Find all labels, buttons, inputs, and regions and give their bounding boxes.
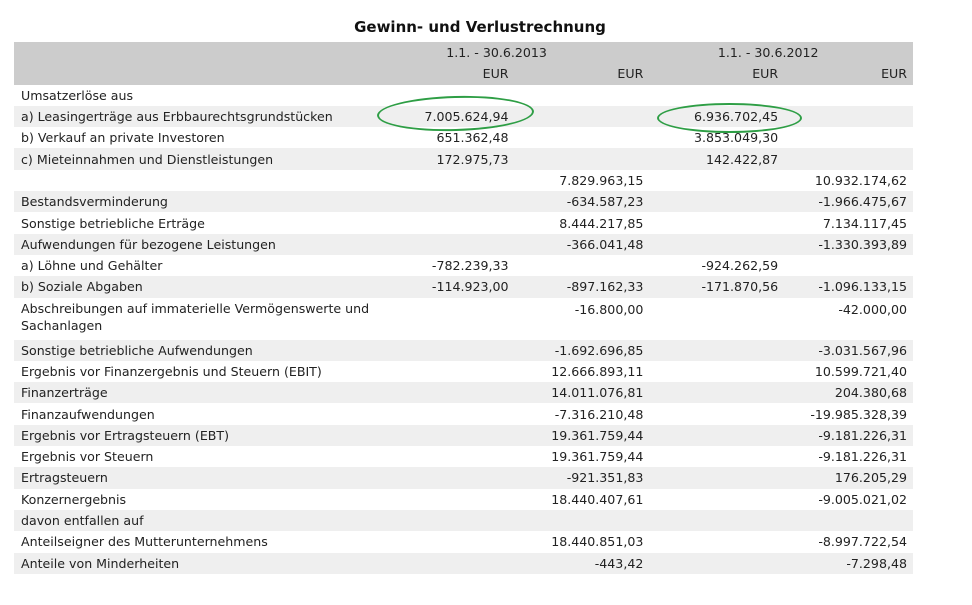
value-2012-total: -8.997.722,54: [818, 534, 907, 550]
row-label: Ergebnis vor Finanzergebnis und Steuern (EBIT): [21, 364, 322, 379]
value-2013-detail: 172.975,73: [436, 151, 509, 167]
row-label: b) Soziale Abgaben: [21, 279, 143, 295]
value-2012-total: 10.932.174,62: [814, 172, 907, 188]
period-label: 1.1. - 30.6.2012: [717, 45, 819, 61]
value-2012-total: -7.298,48: [846, 555, 907, 571]
value-2013-detail: [374, 170, 509, 191]
table-row: [14, 340, 913, 361]
row-label: Anteile von Minderheiten: [21, 555, 180, 571]
row-label: davon entfallen auf: [21, 513, 144, 529]
value-2013-detail: [374, 425, 509, 446]
value-2013-detail: 7.005.624,94: [424, 109, 509, 125]
header-period-row: [14, 42, 913, 63]
table-row: [14, 234, 913, 255]
table-row: [14, 191, 913, 212]
value-2012-detail: 3.853.049,30: [694, 130, 779, 146]
header-currency: EUR: [881, 66, 907, 82]
table-row: [14, 255, 913, 276]
value-2012-detail: [643, 467, 778, 488]
value-2012-detail: [643, 212, 778, 233]
value-2013-total: 18.440.407,61: [551, 491, 644, 507]
table-row: [14, 361, 913, 382]
value-2013-total: 19.361.759,44: [551, 427, 644, 443]
table-row: [14, 446, 913, 467]
value-2013-total: -1.692.696,85: [554, 342, 644, 358]
value-2013-detail: [374, 510, 509, 531]
table-row: [14, 510, 913, 531]
table-row: [14, 148, 913, 169]
value-2013-total: 14.011.076,81: [551, 385, 644, 401]
row-label: Aufwendungen für bezogene Leistungen: [21, 236, 276, 252]
row-label: Sonstige betriebliche Erträge: [21, 215, 205, 231]
value-2012-total: [778, 510, 913, 531]
header-period-2013: [374, 42, 644, 63]
row-label: a) Löhne und Gehälter: [21, 258, 163, 274]
value-2013-total: 7.829.963,15: [559, 172, 644, 188]
value-2013-detail: [374, 361, 509, 382]
value-2013-total: [509, 148, 644, 169]
row-label: Ertragsteuern: [21, 470, 108, 486]
value-2012-detail: 142.422,87: [706, 151, 779, 167]
value-2012-detail: [643, 403, 778, 424]
value-2013-detail: [374, 191, 509, 212]
value-2013-total: -366.041,48: [566, 236, 644, 252]
income-statement-table: [14, 42, 913, 574]
value-2013-total: [509, 255, 644, 276]
row-label: Abschreibungen auf immaterielle Vermögenswerte und Sachanlagen: [21, 300, 370, 333]
row-label: Umsatzerlöse aus: [21, 87, 134, 103]
header-period-2012: [643, 42, 913, 63]
value-2013-detail: -114.923,00: [431, 279, 509, 295]
value-2013-detail: 651.362,48: [436, 130, 509, 146]
value-2013-total: [509, 85, 644, 106]
value-2012-detail: [643, 489, 778, 510]
table-row: [14, 403, 913, 424]
table-row: [14, 127, 913, 148]
value-2013-total: -7.316.210,48: [554, 406, 644, 422]
value-2013-total: 19.361.759,44: [551, 449, 644, 465]
value-2013-detail: [374, 489, 509, 510]
row-label: Sonstige betriebliche Aufwendungen: [21, 342, 253, 358]
value-2013-total: [509, 127, 644, 148]
value-2012-total: [778, 255, 913, 276]
table-row: [14, 382, 913, 403]
value-2013-total: -443,42: [594, 555, 644, 571]
value-2012-total: -9.005.021,02: [818, 491, 907, 507]
value-2012-detail: [643, 170, 778, 191]
value-2012-detail: -171.870,56: [701, 279, 779, 295]
row-label: [14, 170, 374, 191]
value-2013-detail: [374, 85, 509, 106]
value-2013-total: -634.587,23: [566, 194, 644, 210]
value-2012-detail: 6.936.702,45: [694, 109, 779, 125]
header-spacer: [14, 63, 374, 84]
value-2013-total: [509, 510, 644, 531]
value-2012-detail: [643, 298, 778, 340]
header-currency: EUR: [752, 66, 779, 82]
table-row: [14, 212, 913, 233]
table-row: [14, 489, 913, 510]
table-row: [14, 467, 913, 488]
value-2012-total: [778, 85, 913, 106]
value-2012-total: [778, 127, 913, 148]
row-label: Finanzerträge: [21, 385, 108, 401]
header-spacer: [14, 42, 374, 63]
value-2013-detail: [374, 467, 509, 488]
header-currency: EUR: [482, 66, 509, 82]
value-2012-detail: [643, 510, 778, 531]
period-label: 1.1. - 30.6.2013: [446, 45, 547, 61]
value-2012-total: -9.181.226,31: [818, 427, 907, 443]
table-row: [14, 298, 913, 340]
value-2013-total: [509, 106, 644, 127]
value-2013-detail: [374, 403, 509, 424]
value-2012-total: 176.205,29: [834, 470, 907, 486]
value-2012-total: 7.134.117,45: [822, 215, 907, 231]
value-2013-detail: -782.239,33: [431, 258, 509, 274]
value-2012-total: 204.380,68: [834, 385, 907, 401]
value-2012-detail: [643, 191, 778, 212]
value-2012-detail: [643, 553, 778, 574]
row-label: Ergebnis vor Steuern: [21, 449, 154, 465]
value-2012-total: -1.966.475,67: [818, 194, 907, 210]
value-2013-detail: [374, 553, 509, 574]
row-label: Ergebnis vor Ertragsteuern (EBT): [21, 427, 230, 443]
value-2012-total: -19.985.328,39: [810, 406, 907, 422]
table-row: [14, 106, 913, 127]
row-label: Konzernergebnis: [21, 491, 127, 507]
statement-title: Gewinn- und Verlustrechnung: [354, 18, 606, 36]
value-2013-detail: [374, 234, 509, 255]
value-2012-total: -1.330.393,89: [818, 236, 907, 252]
row-label: Anteilseigner des Mutterunternehmens: [21, 534, 268, 550]
value-2012-total: [778, 106, 913, 127]
value-2013-total: 18.440.851,03: [551, 534, 644, 550]
value-2012-detail: [643, 446, 778, 467]
value-2012-total: -1.096.133,15: [818, 279, 907, 295]
table-row: [14, 553, 913, 574]
row-label: Bestandsverminderung: [21, 194, 168, 210]
value-2013-detail: [374, 298, 509, 340]
value-2012-detail: [643, 234, 778, 255]
value-2012-total: [778, 148, 913, 169]
value-2012-detail: [643, 361, 778, 382]
header-currency-row: [14, 63, 913, 84]
table-row: [14, 170, 913, 191]
value-2012-detail: [643, 382, 778, 403]
value-2012-total: -9.181.226,31: [818, 449, 907, 465]
table-row: [14, 531, 913, 552]
value-2013-total: 12.666.893,11: [551, 364, 644, 379]
value-2013-total: -921.351,83: [566, 470, 644, 486]
value-2013-detail: [374, 531, 509, 552]
value-2013-detail: [374, 340, 509, 361]
value-2013-total: -897.162,33: [566, 279, 644, 295]
value-2013-detail: [374, 212, 509, 233]
table-row: [14, 276, 913, 297]
value-2012-detail: [643, 85, 778, 106]
value-2012-total: -3.031.567,96: [818, 342, 907, 358]
value-2012-detail: [643, 425, 778, 446]
value-2012-detail: [643, 531, 778, 552]
row-label: a) Leasingerträge aus Erbbaurechtsgrundstücken: [21, 109, 333, 125]
row-label: b) Verkauf an private Investoren: [21, 130, 225, 146]
value-2012-total: -42.000,00: [838, 301, 907, 317]
table-row: [14, 425, 913, 446]
row-label: c) Mieteinnahmen und Dienstleistungen: [21, 151, 274, 167]
value-2012-detail: -924.262,59: [701, 258, 779, 274]
table-row: [14, 85, 913, 106]
header-currency: EUR: [617, 66, 644, 82]
value-2013-total: 8.444.217,85: [559, 215, 644, 231]
row-label: Finanzaufwendungen: [21, 406, 155, 422]
value-2012-detail: [643, 340, 778, 361]
value-2012-total: 10.599.721,40: [814, 364, 907, 379]
value-2013-detail: [374, 446, 509, 467]
value-2013-detail: [374, 382, 509, 403]
value-2013-total: -16.800,00: [574, 301, 644, 317]
